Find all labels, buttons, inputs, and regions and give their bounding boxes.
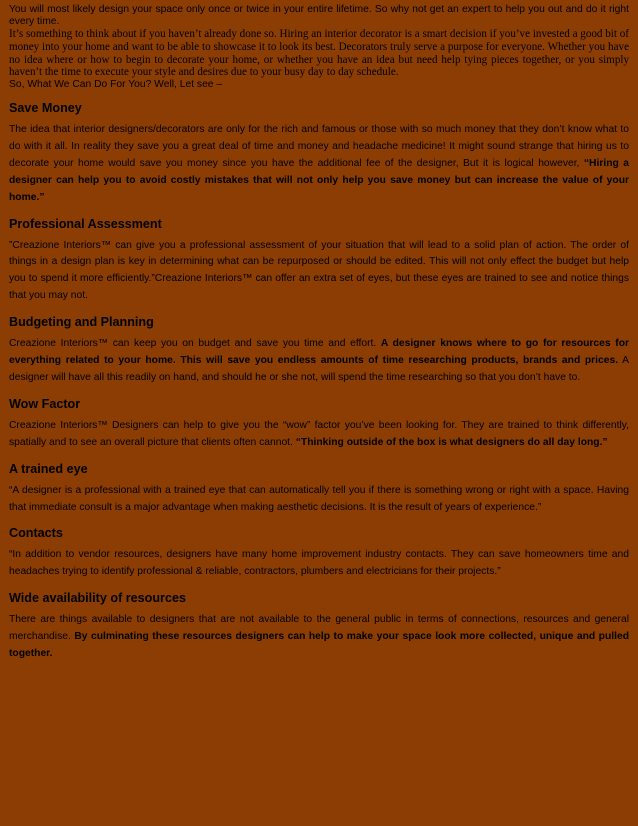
section-budgeting-and-planning [9,315,629,387]
section-body [9,547,629,581]
section-emphasis: “Thinking outside of the box is what designers do all day long.” [295,436,608,448]
section-text: Creazione Interiors™ Designers can help to give you the “wow” factor you’ve been looking for. They are trained to think differently, spatially and to see an overall picture that clients often cannot. [9,419,629,448]
section-body [9,418,629,452]
intro-lead: So, What We Can Do For You? Well, Let see – [9,78,223,90]
section-text: “A designer is a professional with a trained eye that can automatically tell you if there is something wrong or right with a space. Having that immediate consult is a major advantage when making aesthetic decisions. It is the result of years of experience.” [9,484,629,513]
intro-line: You will most likely design your space only once or twice in your entire lifetime. So why not get an expert to help you out and do it right every time. [9,4,629,28]
section-heading: Professional Assessment [9,216,162,231]
section-contacts [9,526,629,581]
section-text-after: A designer will have all this readily on hand, and should he or she not, will spend the time researching so that you don’t have to. [9,355,629,383]
section-heading: A trained eye [9,461,88,476]
section-heading: Save Money [9,100,82,115]
section-body [9,483,629,517]
section-heading: Contacts [9,526,63,541]
section-body [9,612,629,663]
section-text: There are things available to designers that are not available to the general public in terms of connections, resources and general merchandise. [9,614,629,643]
section-text: ”Creazione Interiors™ can give you a professional assessment of your situation that will lead to a solid plan of action. The order of things in a design plan is key in determining what can be repurposed or should be edited. This will not only effect the budget but help you to spend it more efficiently.”Creazione Interiors™ can offer an extra set of eyes, but these eyes are trained to see and notice things that you may not. [9,239,629,302]
intro-paragraph: It’s something to think about if you haven’t already done so. Hiring an interior decorator is a smart decision if you’ve invested a good bit of money into your home and want to be able to showcase it to look its best. Decorators truly serve a purpose for everyone. Whether you have no idea where or how to begin to decorate your home, or whether you have an idea but need help tying pieces together, or you simply haven’t the time to execute your style and desires due to your busy day to day schedule. [9,28,629,79]
section-text: The idea that interior designers/decorators are only for the rich and famous or those with so much money that they don’t know what to do with it all. In reality they save you a great deal of time and money and headache medicine! It might sound strange that hiring us to decorate your home would save you money since you have the additional fee of the designer, But it is logical however, [9,123,629,169]
section-heading: Budgeting and Planning [9,315,154,330]
section-emphasis: “Hiring a designer can help you to avoid costly mistakes that will not only help you save money but can increase the value of your home.” [9,157,629,203]
section-emphasis: By culminating these resources designers can help to make your space look more collected, unique and pulled together. [9,631,629,660]
section-body [9,238,629,306]
section-save-money [9,101,629,207]
section-text: Creazione Interiors™ can keep you on budget and save you time and effort. [9,338,381,350]
section-body [9,336,629,387]
section-text: “In addition to vendor resources, designers have many home improvement industry contacts. They can save homeowners time and headaches trying to identify professional & reliable, contractors, plumbers and electricians for their projects.” [9,549,629,578]
section-wow-factor [9,397,629,452]
section-body [9,122,629,207]
section-heading: Wide availability of resources [9,591,186,606]
section-heading: Wow Factor [9,396,81,411]
section-wide-availability [9,591,629,663]
section-trained-eye [9,462,629,517]
section-professional-assessment [9,217,629,306]
section-emphasis: A designer knows where to go for resources for everything related to your home. This will save you endless amounts of time researching products, brands and prices. [9,338,630,367]
